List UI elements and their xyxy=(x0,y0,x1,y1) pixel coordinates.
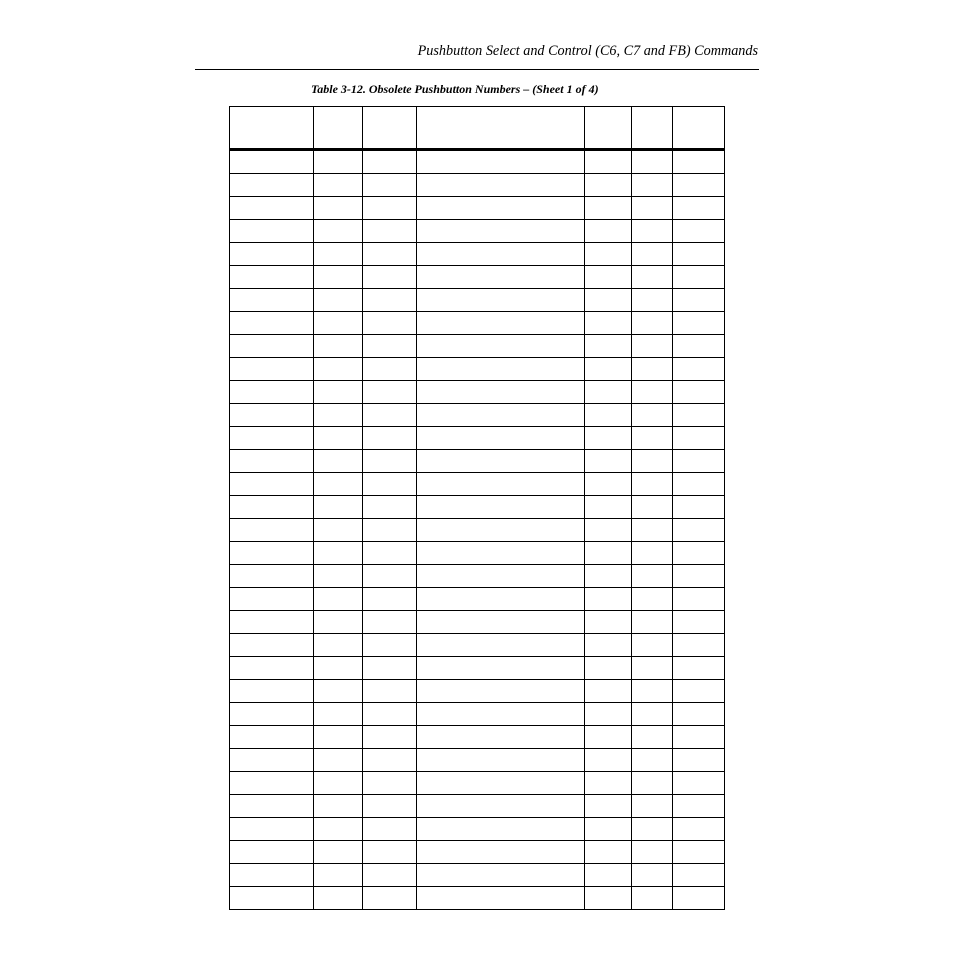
table-row xyxy=(230,657,725,680)
table-row xyxy=(230,312,725,335)
table-cell xyxy=(230,864,314,887)
table-row xyxy=(230,358,725,381)
table-cell xyxy=(363,680,417,703)
table-cell xyxy=(632,404,673,427)
table-cell xyxy=(632,887,673,910)
table-cell xyxy=(417,795,585,818)
table-cell xyxy=(417,634,585,657)
table-cell xyxy=(585,726,632,749)
table-cell xyxy=(230,542,314,565)
table-cell xyxy=(363,887,417,910)
table-cell xyxy=(673,588,725,611)
table-cell xyxy=(632,818,673,841)
table-cell xyxy=(314,611,363,634)
table-cell xyxy=(314,795,363,818)
table-cell xyxy=(314,427,363,450)
table-cell xyxy=(363,726,417,749)
table-cell xyxy=(363,358,417,381)
table-cell xyxy=(673,496,725,519)
table-cell xyxy=(417,864,585,887)
table-row xyxy=(230,381,725,404)
table-cell xyxy=(417,565,585,588)
table-cell xyxy=(314,174,363,197)
table-cell xyxy=(417,841,585,864)
table-cell xyxy=(363,841,417,864)
table-cell xyxy=(417,519,585,542)
table-cell xyxy=(417,150,585,174)
table-cell xyxy=(230,450,314,473)
table-cell xyxy=(363,588,417,611)
table-cell xyxy=(417,450,585,473)
table-cell xyxy=(230,312,314,335)
table-cell xyxy=(673,864,725,887)
table-cell xyxy=(417,335,585,358)
table-cell xyxy=(230,634,314,657)
table-cell xyxy=(585,473,632,496)
table-cell xyxy=(673,243,725,266)
table-cell xyxy=(632,864,673,887)
table-cell xyxy=(363,404,417,427)
table-cell xyxy=(417,197,585,220)
table-cell xyxy=(673,657,725,680)
table-cell xyxy=(632,197,673,220)
table-cell xyxy=(673,887,725,910)
table-cell xyxy=(673,818,725,841)
table-cell xyxy=(585,611,632,634)
table-cell xyxy=(673,404,725,427)
table-cell xyxy=(363,864,417,887)
table-cell xyxy=(585,496,632,519)
table-cell xyxy=(417,404,585,427)
table-cell xyxy=(314,496,363,519)
table-cell xyxy=(417,588,585,611)
table-cell xyxy=(673,634,725,657)
table-cell xyxy=(673,703,725,726)
table-cell xyxy=(314,381,363,404)
table-cell xyxy=(230,841,314,864)
table-cell xyxy=(314,150,363,174)
table-cell xyxy=(314,749,363,772)
table-cell xyxy=(314,243,363,266)
table-cell xyxy=(585,565,632,588)
table-cell xyxy=(363,795,417,818)
table-cell xyxy=(673,450,725,473)
table-cell xyxy=(230,243,314,266)
table-cell xyxy=(585,680,632,703)
table-cell xyxy=(314,266,363,289)
table-cell xyxy=(363,657,417,680)
table-cell xyxy=(230,197,314,220)
table-cell xyxy=(314,772,363,795)
table-cell xyxy=(230,519,314,542)
table-row xyxy=(230,818,725,841)
table-cell xyxy=(585,864,632,887)
table-row xyxy=(230,335,725,358)
table-cell xyxy=(230,795,314,818)
table-cell xyxy=(417,772,585,795)
table-cell xyxy=(632,565,673,588)
table-cell xyxy=(363,243,417,266)
table-cell xyxy=(314,680,363,703)
table-cell xyxy=(314,841,363,864)
column-header xyxy=(314,107,363,150)
table-cell xyxy=(417,427,585,450)
table-row xyxy=(230,243,725,266)
table-cell xyxy=(585,358,632,381)
table-cell xyxy=(673,220,725,243)
table-cell xyxy=(417,289,585,312)
table-cell xyxy=(632,726,673,749)
table-row xyxy=(230,841,725,864)
table-cell xyxy=(585,174,632,197)
table-cell xyxy=(417,818,585,841)
table-cell xyxy=(632,703,673,726)
table-cell xyxy=(230,335,314,358)
table-cell xyxy=(673,427,725,450)
table-cell xyxy=(632,312,673,335)
table-cell xyxy=(585,818,632,841)
table-cell xyxy=(363,220,417,243)
table-cell xyxy=(585,749,632,772)
column-header xyxy=(632,107,673,150)
header-rule xyxy=(195,69,759,70)
column-header xyxy=(363,107,417,150)
table-cell xyxy=(230,427,314,450)
table-cell xyxy=(585,772,632,795)
table-row xyxy=(230,611,725,634)
table-cell xyxy=(585,243,632,266)
table-cell xyxy=(585,150,632,174)
table-cell xyxy=(363,197,417,220)
table-row xyxy=(230,565,725,588)
column-header xyxy=(673,107,725,150)
table-cell xyxy=(632,588,673,611)
table-cell xyxy=(230,749,314,772)
table-cell xyxy=(673,680,725,703)
table-cell xyxy=(314,818,363,841)
table-cell xyxy=(673,197,725,220)
table-cell xyxy=(363,150,417,174)
table-row xyxy=(230,887,725,910)
table-cell xyxy=(673,358,725,381)
table-cell xyxy=(363,611,417,634)
table-row xyxy=(230,197,725,220)
table-cell xyxy=(363,818,417,841)
table-body xyxy=(230,150,725,910)
table-cell xyxy=(230,772,314,795)
table-row xyxy=(230,588,725,611)
table-cell xyxy=(585,404,632,427)
column-header xyxy=(585,107,632,150)
table-row xyxy=(230,404,725,427)
table-cell xyxy=(230,381,314,404)
table-cell xyxy=(673,174,725,197)
table-cell xyxy=(585,795,632,818)
table-cell xyxy=(363,565,417,588)
table-cell xyxy=(632,611,673,634)
table-cell xyxy=(673,795,725,818)
table-cell xyxy=(314,519,363,542)
table-cell xyxy=(314,450,363,473)
table-cell xyxy=(230,680,314,703)
table-cell xyxy=(314,864,363,887)
table-cell xyxy=(632,496,673,519)
table-cell xyxy=(673,335,725,358)
table-cell xyxy=(585,657,632,680)
table-row xyxy=(230,726,725,749)
table-cell xyxy=(673,841,725,864)
table-cell xyxy=(417,174,585,197)
table-cell xyxy=(314,565,363,588)
table-cell xyxy=(632,519,673,542)
table-cell xyxy=(230,657,314,680)
table-cell xyxy=(632,680,673,703)
table-cell xyxy=(585,220,632,243)
pushbutton-table xyxy=(229,106,725,910)
table-cell xyxy=(363,174,417,197)
table-cell xyxy=(363,634,417,657)
running-header: Pushbutton Select and Control (C6, C7 and FB) Commands xyxy=(417,43,758,59)
table-row xyxy=(230,496,725,519)
table-cell xyxy=(363,381,417,404)
table-cell xyxy=(673,565,725,588)
table-cell xyxy=(363,519,417,542)
table-cell xyxy=(632,450,673,473)
table-cell xyxy=(314,358,363,381)
table-cell xyxy=(632,473,673,496)
table-cell xyxy=(632,243,673,266)
table-row xyxy=(230,634,725,657)
table-cell xyxy=(314,887,363,910)
table-cell xyxy=(417,312,585,335)
table-cell xyxy=(673,611,725,634)
table-cell xyxy=(230,588,314,611)
table-cell xyxy=(585,634,632,657)
table-cell xyxy=(230,473,314,496)
table-cell xyxy=(585,542,632,565)
table-cell xyxy=(417,220,585,243)
table-cell xyxy=(230,887,314,910)
table-cell xyxy=(417,611,585,634)
table-cell xyxy=(230,174,314,197)
table-cell xyxy=(585,289,632,312)
table-row xyxy=(230,703,725,726)
table-cell xyxy=(632,427,673,450)
table-cell xyxy=(363,772,417,795)
table-row xyxy=(230,680,725,703)
table-cell xyxy=(314,473,363,496)
table-cell xyxy=(314,657,363,680)
table-cell xyxy=(585,841,632,864)
table-cell xyxy=(417,496,585,519)
table-cell xyxy=(632,358,673,381)
table-cell xyxy=(632,335,673,358)
table-cell xyxy=(632,772,673,795)
table-cell xyxy=(230,726,314,749)
table-row xyxy=(230,150,725,174)
table-cell xyxy=(314,220,363,243)
table-cell xyxy=(632,289,673,312)
table-row xyxy=(230,864,725,887)
table-cell xyxy=(632,220,673,243)
table-cell xyxy=(314,726,363,749)
table-cell xyxy=(363,450,417,473)
table-cell xyxy=(314,588,363,611)
table-cell xyxy=(417,657,585,680)
table-cell xyxy=(632,841,673,864)
table-cell xyxy=(585,335,632,358)
table-cell xyxy=(230,611,314,634)
table-cell xyxy=(632,749,673,772)
table-cell xyxy=(314,542,363,565)
table-cell xyxy=(314,289,363,312)
table-cell xyxy=(585,588,632,611)
table-cell xyxy=(673,772,725,795)
table-row xyxy=(230,519,725,542)
table-cell xyxy=(314,703,363,726)
table-cell xyxy=(417,887,585,910)
table-cell xyxy=(314,634,363,657)
table-cell xyxy=(673,312,725,335)
table-cell xyxy=(417,749,585,772)
table-row xyxy=(230,266,725,289)
table-cell xyxy=(632,381,673,404)
table-cell xyxy=(230,404,314,427)
table-cell xyxy=(417,266,585,289)
table-row xyxy=(230,749,725,772)
table-cell xyxy=(585,381,632,404)
table-cell xyxy=(417,243,585,266)
table-cell xyxy=(417,542,585,565)
table-cell xyxy=(314,335,363,358)
table-cell xyxy=(585,266,632,289)
table-row xyxy=(230,542,725,565)
table-cell xyxy=(363,335,417,358)
table-cell xyxy=(417,726,585,749)
table-cell xyxy=(673,749,725,772)
table-cell xyxy=(673,519,725,542)
table-cell xyxy=(585,450,632,473)
table-cell xyxy=(417,680,585,703)
table-cell xyxy=(632,542,673,565)
table-cell xyxy=(363,749,417,772)
table-cell xyxy=(585,703,632,726)
table-cell xyxy=(230,150,314,174)
column-header xyxy=(417,107,585,150)
table-cell xyxy=(363,473,417,496)
table-cell xyxy=(363,266,417,289)
table-cell xyxy=(632,795,673,818)
table-cell xyxy=(363,427,417,450)
table-cell xyxy=(363,703,417,726)
table-row xyxy=(230,795,725,818)
table-header-row xyxy=(230,107,725,150)
table-cell xyxy=(417,381,585,404)
table-cell xyxy=(230,565,314,588)
table-cell xyxy=(230,358,314,381)
table-cell xyxy=(585,312,632,335)
table-cell xyxy=(230,220,314,243)
table-cell xyxy=(585,519,632,542)
table-row xyxy=(230,473,725,496)
table-cell xyxy=(585,197,632,220)
table-cell xyxy=(314,312,363,335)
table-cell xyxy=(314,197,363,220)
table-cell xyxy=(230,289,314,312)
column-header xyxy=(230,107,314,150)
table-cell xyxy=(363,312,417,335)
table-cell xyxy=(673,473,725,496)
table-row xyxy=(230,450,725,473)
table-row xyxy=(230,220,725,243)
table-cell xyxy=(673,266,725,289)
table-cell xyxy=(632,150,673,174)
table-cell xyxy=(632,634,673,657)
table-cell xyxy=(363,289,417,312)
table-row xyxy=(230,772,725,795)
table-cell xyxy=(585,427,632,450)
table-cell xyxy=(673,150,725,174)
table-cell xyxy=(585,887,632,910)
table-cell xyxy=(673,542,725,565)
table-cell xyxy=(673,381,725,404)
table-cell xyxy=(632,657,673,680)
table-cell xyxy=(314,404,363,427)
table-cell xyxy=(632,174,673,197)
table-cell xyxy=(417,358,585,381)
table-row xyxy=(230,289,725,312)
table-cell xyxy=(230,266,314,289)
table-cell xyxy=(673,726,725,749)
table-cell xyxy=(230,703,314,726)
table-row xyxy=(230,427,725,450)
table-row xyxy=(230,174,725,197)
table-cell xyxy=(230,818,314,841)
table-cell xyxy=(363,542,417,565)
table-cell xyxy=(417,473,585,496)
table-cell xyxy=(673,289,725,312)
table-cell xyxy=(632,266,673,289)
table-cell xyxy=(417,703,585,726)
table-caption: Table 3-12. Obsolete Pushbutton Numbers – (Sheet 1 of 4) xyxy=(311,82,599,96)
table-cell xyxy=(363,496,417,519)
table-cell xyxy=(230,496,314,519)
